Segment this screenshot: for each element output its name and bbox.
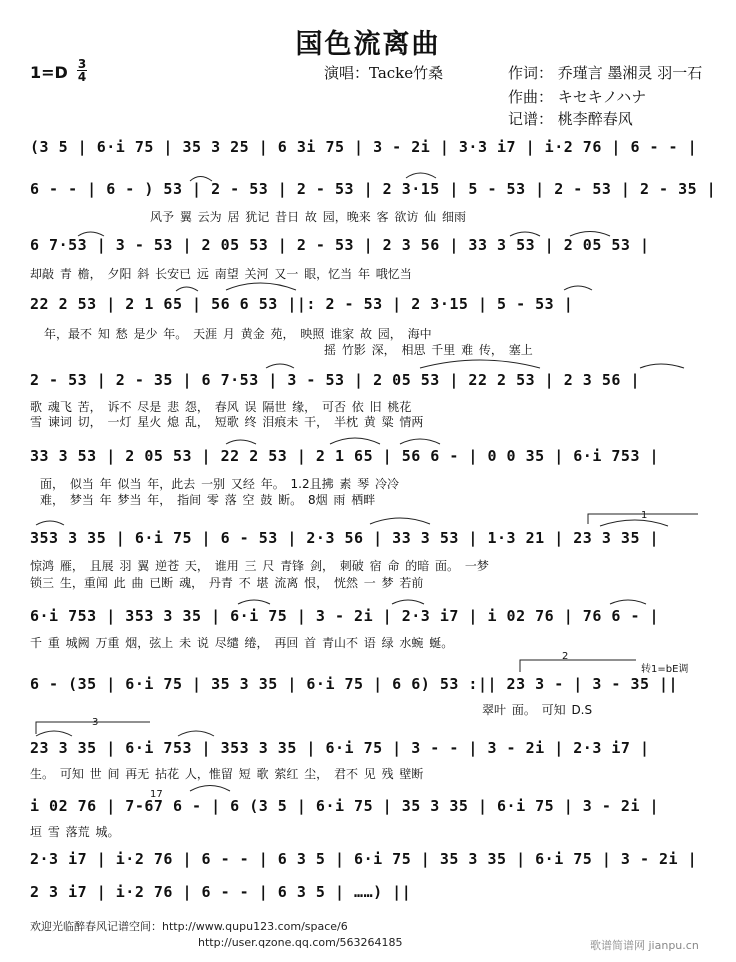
lyrics-line-2: 风予 翼 云为 居 犹记 昔日 故 园，晚来 客 欲访 仙 细雨: [150, 210, 466, 224]
slur-mark: [36, 731, 72, 736]
slur-mark: [190, 177, 212, 182]
slur-mark: [36, 521, 64, 525]
lyrics-line-6a: 面， 似当 年 似当 年，此去 一别 又经 年。 1.2且拂 素 琴 冷冷: [40, 477, 400, 491]
slur-mark: [640, 364, 684, 368]
score-line-9: 6 - (35 | 6·i 75 | 35 3 35 | 6·i 75 | 6 6) 53 :|| 23 3 - | 3 - 35 ||: [30, 675, 679, 693]
slur-mark: [78, 232, 104, 236]
slur-mark: [190, 786, 230, 792]
lyrics-line-9: 翠叶 面。 可知 D.S: [482, 703, 593, 717]
slur-mark: [400, 439, 440, 444]
lyrics-line-10: 生。 可知 世 间 再无 拈花 人，惟留 短 歌 萦红 尘， 君不 见 残 壁断: [30, 767, 424, 781]
slur-mark: [330, 438, 380, 444]
lyrics-line-3: 却敲 青 檐， 夕阳 斜 长安已 远 南望 关河 又一 眼，忆当 年 哦忆当: [30, 267, 412, 281]
song-title: 国色流离曲: [295, 29, 441, 60]
slur-mark: [178, 731, 214, 736]
slur-mark: [266, 364, 294, 368]
score-line-4: 22 2 53 | 2 1 65 | 56 6 53 ||: 2 - 53 | 2 3·15 | 5 - 53 |: [30, 295, 574, 313]
watermark: 歌谱简谱网 jianpu.cn: [590, 939, 699, 952]
time-sig-bottom: 4: [77, 70, 87, 84]
slur-mark: [392, 600, 424, 604]
volta-1-label: 1: [641, 510, 648, 521]
lyrics-line-7a: 惊鸿 雁， 且展 羽 翼 逆苍 天， 谁用 三 尺 青锋 剑， 刺破 宿 命 的暗 面。 一梦: [30, 559, 489, 573]
score-line-13: 2 3 i7 | i·2 76 | 6 - - | 6 3 5 | ……) ||: [30, 883, 412, 901]
score-line-10: 23 3 35 | 6·i 753 | 353 3 35 | 6·i 75 | 3 - - | 3 - 2i | 2·3 i7 |: [30, 739, 650, 757]
score-line-2: 6 - - | 6 - ) 53 | 2 - 53 | 2 - 53 | 2 3·15 | 5 - 53 | 2 - 53 | 2 - 35 |: [30, 180, 717, 198]
slur-mark: [610, 600, 646, 604]
slur-mark: [226, 283, 296, 290]
lyrics-line-4a: 年，最不 知 愁 是少 年。 天涯 月 黄金 苑， 映照 谁家 故 园， 海中: [44, 327, 432, 341]
slur-mark: [420, 360, 540, 368]
key-change-note: 转1=bE调: [641, 664, 689, 675]
slur-mark: [510, 232, 540, 236]
slur-mark: [600, 520, 668, 526]
score-line-7: 353 3 35 | 6·i 75 | 6 - 53 | 2·3 56 | 33 3 53 | 1·3 21 | 23 3 35 |: [30, 529, 660, 547]
tuplet-17-label: 17: [150, 789, 163, 800]
score-line-1: (3 5 | 6·i 75 | 35 3 25 | 6 3i 75 | 3 - 2i | 3·3 i7 | i·2 76 | 6 - - |: [30, 138, 698, 156]
lyrics-line-11: 垣 雪 落荒 城。: [30, 825, 120, 839]
lyrics-line-5b: 雪 谏词 切， 一灯 星火 熄 乱， 短歌 终 泪痕未 干， 半枕 黄 粱 情两: [30, 415, 424, 429]
lyrics-line-8: 千 重 城阙 万重 烟，弦上 未 说 尽缱 绻， 再回 首 青山不 语 绿 水蜿 蜒。: [30, 636, 454, 650]
lyrics-line-5a: 歌 魂飞 苦， 诉不 尽是 悲 怨， 春风 误 隔世 缘， 可否 依 旧 桃花: [30, 400, 412, 414]
slur-mark: [370, 518, 430, 524]
key-signature: 1=D: [30, 63, 68, 82]
volta-2-label: 2: [562, 651, 569, 662]
volta-2-bracket: [520, 660, 636, 672]
slur-mark: [226, 440, 256, 444]
lyrics-line-4b: 摇 竹影 深， 相思 千里 难 传， 塞上: [324, 343, 533, 357]
slur-mark: [176, 287, 198, 291]
lyricist-credit: 作词： 乔瑾言 墨湘灵 羽一石: [508, 64, 703, 82]
time-sig-top: 3: [77, 57, 87, 71]
score-line-12: 2·3 i7 | i·2 76 | 6 - - | 6 3 5 | 6·i 75 | 35 3 35 | 6·i 75 | 3 - 2i |: [30, 850, 698, 868]
transcriber-credit: 记谱： 桃李醉春风: [508, 110, 633, 128]
composer-credit: 作曲： キセキノハナ: [508, 88, 647, 106]
volta-3-label: 3: [92, 717, 99, 728]
slur-mark: [406, 173, 436, 178]
slur-mark: [564, 286, 592, 290]
lyrics-line-7b: 锁三 生，重闻 此 曲 已断 魂， 丹青 不 堪 流离 恨， 恍然 一 梦 若前: [30, 576, 424, 590]
singer-credit: 演唱：Tacke竹桑: [324, 64, 444, 82]
footer-line-1: 欢迎光临醉春风记谱空间：http://www.qupu123.com/space/6: [30, 920, 348, 933]
lyrics-line-6b: 难， 梦当 年 梦当 年， 指间 零 落 空 鼓 断。 8烟 雨 栖畔: [40, 493, 376, 507]
score-line-11: i 02 76 | 7-67 6 - | 6 (3 5 | 6·i 75 | 35 3 35 | 6·i 75 | 3 - 2i |: [30, 797, 660, 815]
score-line-3: 6 7·53 | 3 - 53 | 2 05 53 | 2 - 53 | 2 3 56 | 33 3 53 | 2 05 53 |: [30, 236, 650, 254]
slur-mark: [570, 232, 610, 237]
footer-line-2: http://user.qzone.qq.com/563264185: [198, 936, 403, 949]
score-line-5: 2 - 53 | 2 - 35 | 6 7·53 | 3 - 53 | 2 05 53 | 22 2 53 | 2 3 56 |: [30, 371, 640, 389]
volta-3-bracket: [36, 722, 150, 734]
score-line-6: 33 3 53 | 2 05 53 | 22 2 53 | 2 1 65 | 56 6 - | 0 0 35 | 6·i 753 |: [30, 447, 660, 465]
score-line-8: 6·i 753 | 353 3 35 | 6·i 75 | 3 - 2i | 2·3 i7 | i 02 76 | 76 6 - |: [30, 607, 660, 625]
slur-mark: [238, 600, 270, 604]
volta-1-bracket: [588, 514, 698, 524]
